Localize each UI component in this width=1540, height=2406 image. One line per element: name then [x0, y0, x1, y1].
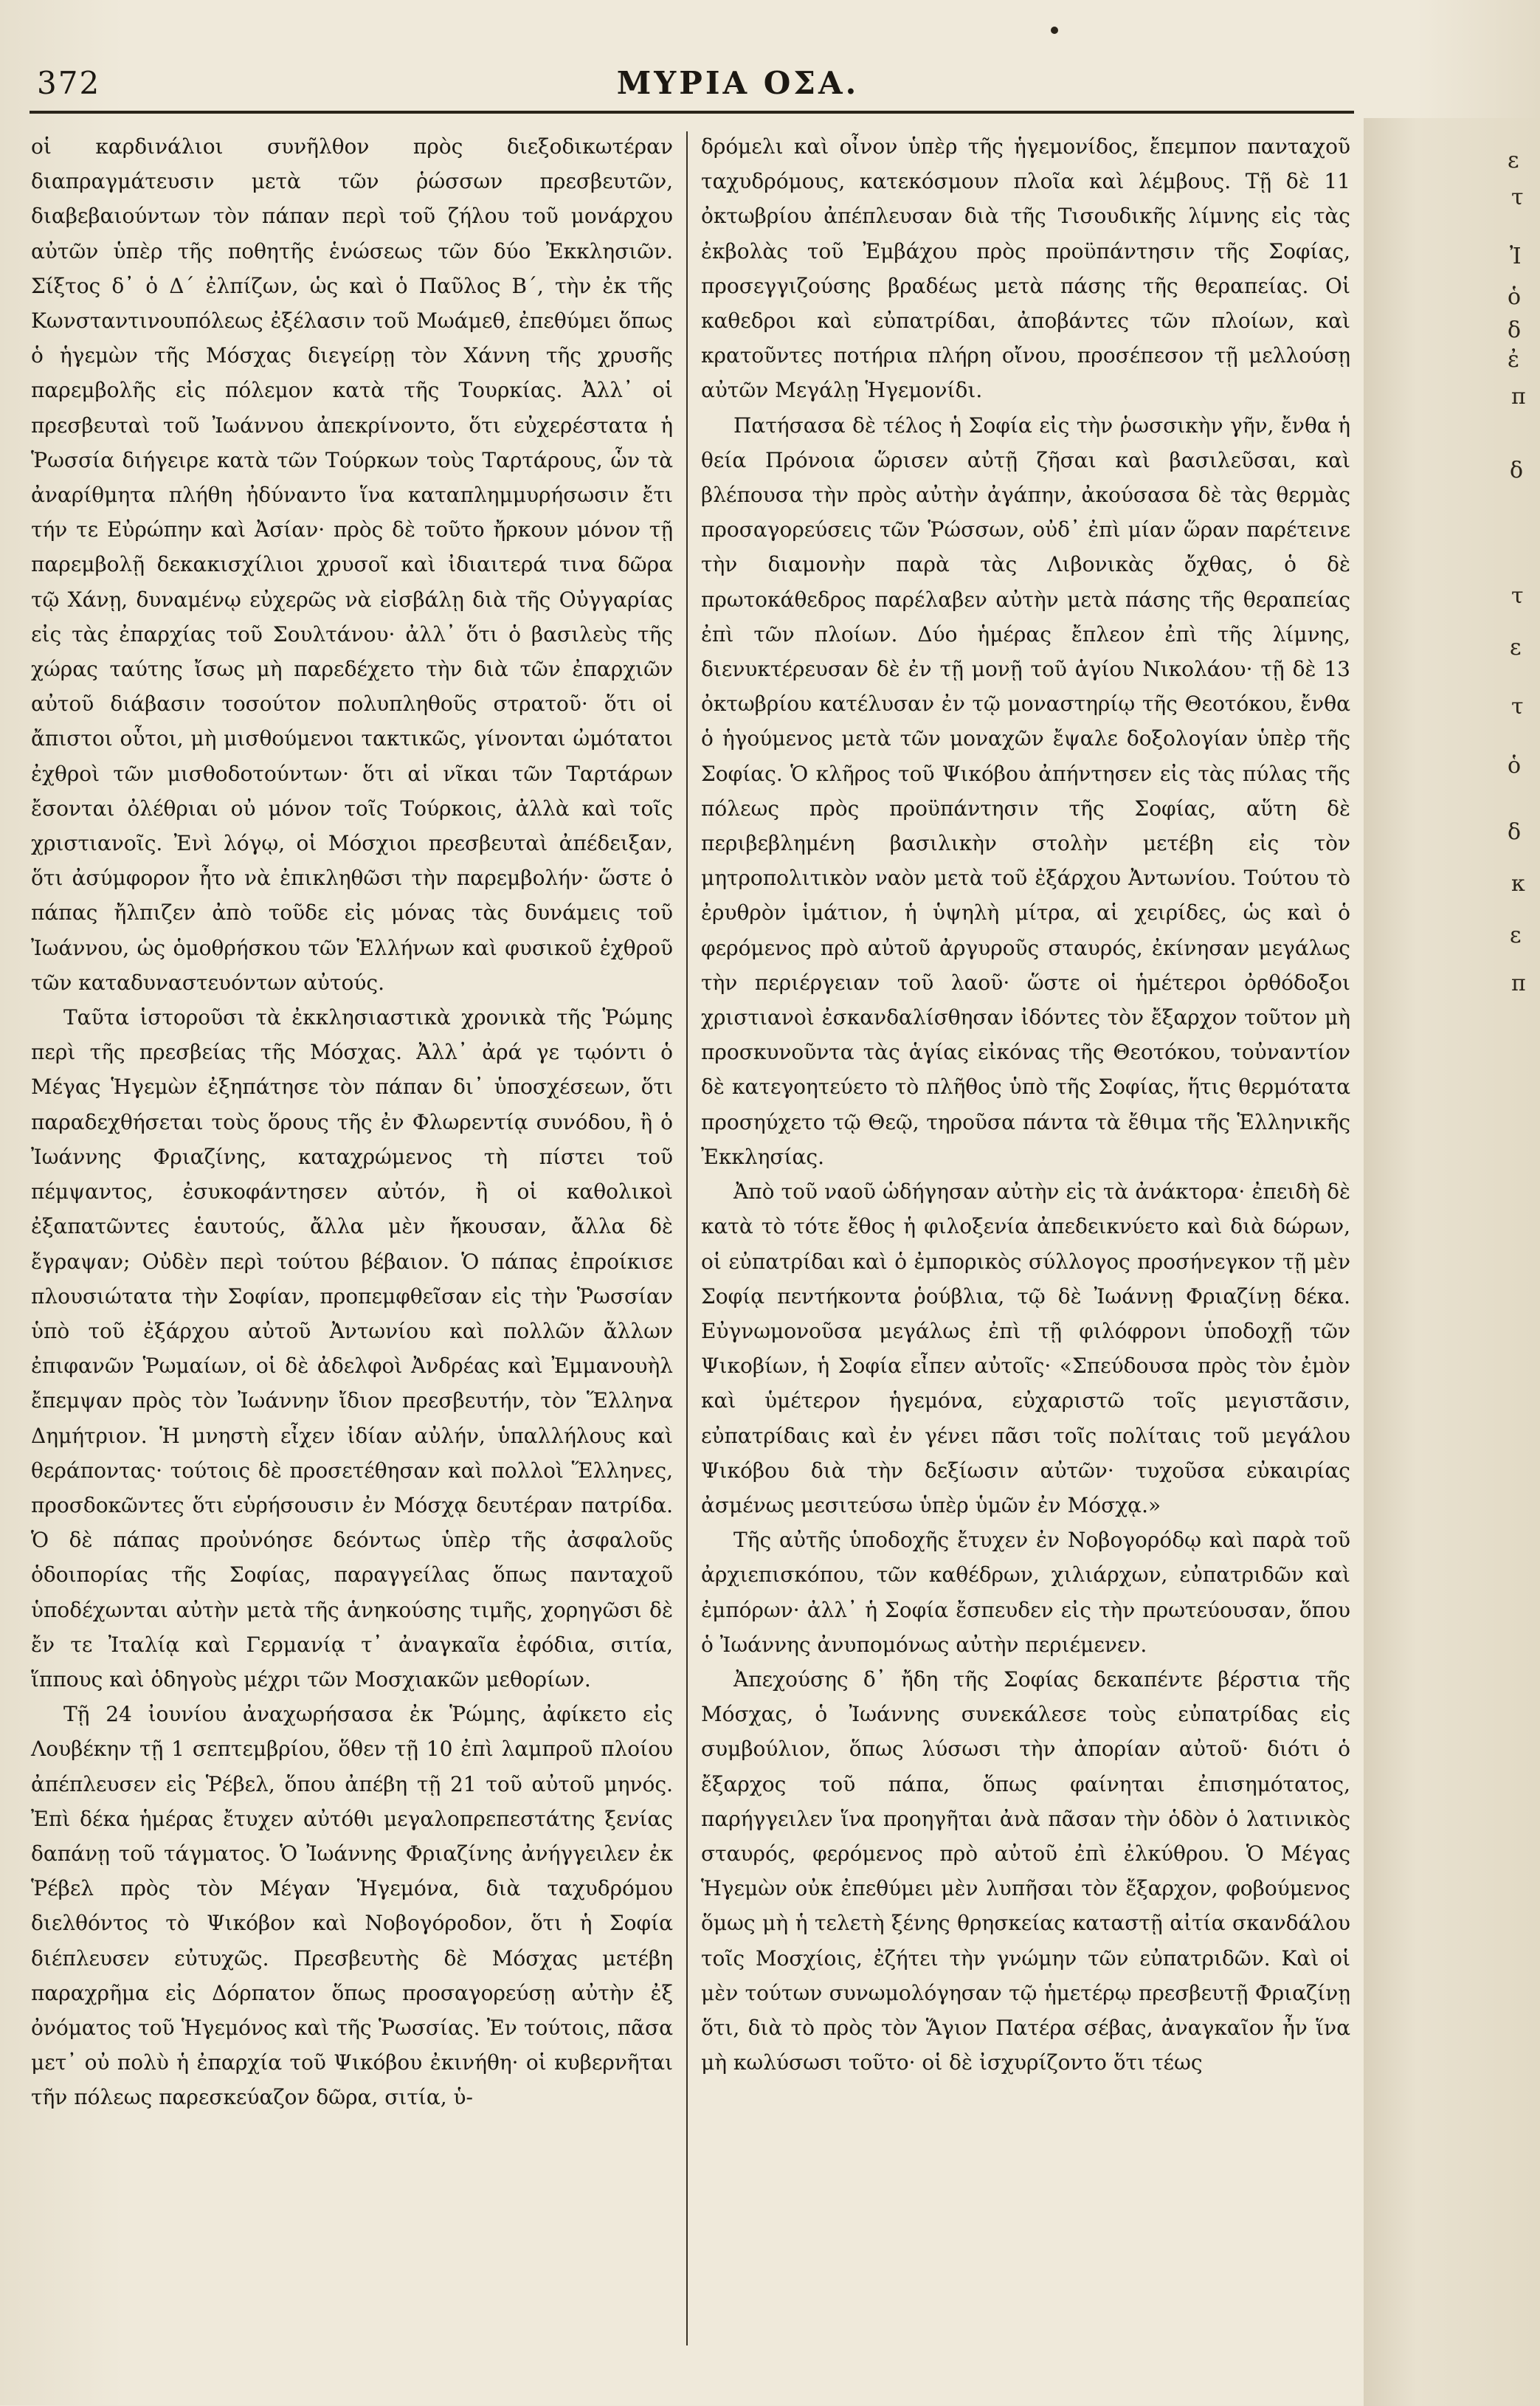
facing-page-edge	[1364, 118, 1540, 2406]
header-rule	[30, 111, 1354, 114]
edge-letter: ὁ	[1508, 284, 1522, 310]
edge-letter: τ	[1511, 583, 1524, 609]
edge-letter: ε	[1510, 923, 1522, 948]
edge-letter: δ	[1510, 458, 1524, 483]
edge-letter: δ	[1508, 819, 1522, 845]
left-paragraph-1: οἱ καρδινάλιοι συνῆλθον πρὸς διεξοδικωτέραν διαπραγμάτευσιν μετὰ τῶν ῥώσσων πρεσβευτῶν, διαβεβαιούντων τὸν πάπαν περὶ τοῦ ζήλου τοῦ μονάρχου αὐτῶν ὑπὲρ τῆς ποθητῆς ἑνώσεως τῶν δύο Ἐκκλησιῶν. Σίξτος δ᾽ ὁ Δ´ ἐλπίζων, ὡς καὶ ὁ Παῦλος Β´, τὴν ἐκ τῆς Κωνσταντινουπόλεως ἐξέλασιν τοῦ Μωάμεθ, ἐπεθύμει ὅπως ὁ ἡγεμὼν τῆς Μόσχας διεγείρῃ τὸν Χάννη τῆς χρυσῆς παρεμβολῆς εἰς πόλεμον κατὰ τῆς Τουρκίας. Ἀλλ᾽ οἱ πρεσβευταὶ τοῦ Ἰωάννου ἀπεκρίνοντο, ὅτι εὐχερέστατα ἡ Ῥωσσία διήγειρε κατὰ τῶν Τούρκων τοὺς Ταρτάρους, ὧν τὰ ἀναρίθμητα πλήθη ἠδύναντο ἵνα καταπλημμυρήσωσιν ἔτι τήν τε Εὐρώπην καὶ Ἀσίαν· πρὸς δὲ τοῦτο ἤρκουν μόνον τῇ παρεμβολῇ δεκακισχίλιοι χρυσοῖ καὶ ἰδιαιτερά τινα δῶρα τῷ Χάνῃ, δυναμένῳ εὐχερῶς νὰ εἰσβάλῃ διὰ τῆς Οὐγγαρίας εἰς τὰς ἐπαρχίας τοῦ Σουλτάνου· ἀλλ᾽ ὅτι ὁ βασιλεὺς τῆς χώρας ταύτης ἴσως μὴ παρεδέχετο τὴν διὰ τῶν ἐπαρχιῶν αὐτοῦ διάβασιν τοσούτον πολυπληθοῦς στρατοῦ· ὅτι οἱ ἄπιστοι οὗτοι, μὴ μισθούμενοι τακτικῶς, γίνονται ὠμότατοι ἐχθροὶ τῶν μισθοδοτούντων· ὅτι αἱ νῖκαι τῶν Ταρτάρων ἔσονται ὀλέθριαι οὐ μόνον τοῖς Τούρκοις, ἀλλὰ καὶ τοῖς χριστιανοῖς. Ἐνὶ λόγῳ, οἱ Μόσχιοι πρεσβευταὶ ἀπέδειξαν, ὅτι ἀσύμφορον ἦτο νὰ ἐπικληθῶσι τὴν παρεμβολήν· ὥστε ὁ πάπας ἤλπιζεν ἀπὸ τοῦδε εἰς μόνας τὰς δυνάμεις τοῦ Ἰωάννου, ὡς ὁμοθρήσκου τῶν Ἑλλήνων καὶ φυσικοῦ ἐχθροῦ τῶν καταδυναστευόντων αὐτούς.	[31, 134, 673, 995]
page-header	[37, 65, 1350, 109]
edge-letter: ε	[1510, 635, 1522, 661]
left-column	[31, 129, 673, 2115]
right-paragraph-5: Ἀπεχούσης δ᾽ ἤδη τῆς Σοφίας δεκαπέντε βέρστια τῆς Μόσχας, ὁ Ἰωάννης συνεκάλεσε τοὺς εὐπατρίδας εἰς συμβούλιον, ὅπως λύσωσι τὴν ἀπορίαν αὐτοῦ· διότι ὁ ἔξαρχος τοῦ πάπα, ὅπως φαίνηται ἐπισημότατος, παρήγγειλεν ἵνα προηγῆται ἀνὰ πᾶσαν τὴν ὁδὸν ὁ λατινικὸς σταυρός, φερόμενος πρὸ αὐτοῦ ἐπὶ ἐλκύθρου. Ὁ Μέγας Ἡγεμὼν οὐκ ἐπεθύμει μὲν λυπῆσαι τὸν ἔξαρχον, φοβούμενος ὅμως μὴ ἡ τελετὴ ξένης θρησκείας καταστῇ αἰτία σκανδάλου τοῖς Μοσχίοις, ἐζήτει τὴν γνώμην τῶν εὐπατριδῶν. Καὶ οἱ μὲν τούτων συνωμολόγησαν τῷ ἡμετέρῳ πρεσβευτῇ Φριαζίνῃ ὅτι, διὰ τὸ πρὸς τὸν Ἅγιον Πατέρα σέβας, ἀναγκαῖον ἦν ἵνα μὴ κωλύσωσι τοῦτο· οἱ δὲ ἰσχυρίζοντο ὅτι τέως	[701, 1666, 1350, 2075]
edge-letter: ὁ	[1508, 753, 1522, 779]
right-paragraph-3: Ἀπὸ τοῦ ναοῦ ὡδήγησαν αὐτὴν εἰς τὰ ἀνάκτορα· ἐπειδὴ δὲ κατὰ τὸ τότε ἔθος ἡ φιλοξενία ἀπεδεικνύετο καὶ διὰ δώρων, οἱ εὐπατρίδαι καὶ ὁ ἐμπορικὸς σύλλογος προσήνεγκον τῇ μὲν Σοφίᾳ πεντήκοντα ῥούβλια, τῷ δὲ Ἰωάννῃ Φριαζίνῃ δέκα. Εὐγνωμονοῦσα μεγάλως ἐπὶ τῇ φιλόφρονι ὑποδοχῇ τῶν Ψικοβίων, ἡ Σοφία εἶπεν αὐτοῖς· «Σπεύδουσα πρὸς τὸν ἐμὸν καὶ ὑμέτερον ἡγεμόνα, εὐχαριστῶ τοῖς μεγιστᾶσιν, εὐπατρίδαις καὶ ἐν γένει πᾶσι τοῖς πολίταις τοῦ μεγάλου Ψικόβου διὰ τὴν δεξίωσιν αὐτῶν· τυχοῦσα εὐκαιρίας ἀσμένως μεσιτεύσω ὑπὲρ ὑμῶν ἐν Μόσχᾳ.»	[701, 1179, 1350, 1517]
page-number: 372	[37, 65, 101, 101]
left-paragraph-2: Ταῦτα ἱστοροῦσι τὰ ἐκκλησιαστικὰ χρονικὰ τῆς Ῥώμης περὶ τῆς πρεσβείας τῆς Μόσχας. Ἀλλ᾽ ἀρά γε τῳόντι ὁ Μέγας Ἡγεμὼν ἐξηπάτησε τὸν πάπαν δι᾽ ὑποσχέσεων, ὅτι παραδεχθήσεται τοὺς ὅρους τῆς ἐν Φλωρεντίᾳ συνόδου, ἢ ὁ Ἰωάννης Φριαζίνης, καταχρώμενος τὴ πίστει τοῦ πέμψαντος, ἐσυκοφάντησεν αὐτόν, ἢ οἱ καθολικοὶ ἐξαπατῶντες ἑαυτούς, ἄλλα μὲν ἤκουσαν, ἄλλα δὲ ἔγραψαν; Οὐδὲν περὶ τούτου βέβαιον. Ὁ πάπας ἐπροίκισε πλουσιώτατα τὴν Σοφίαν, προπεμφθεῖσαν εἰς τὴν Ῥωσσίαν ὑπὸ τοῦ ἐξάρχου αὐτοῦ Ἀντωνίου καὶ πολλῶν ἄλλων ἐπιφανῶν Ῥωμαίων, οἱ δὲ ἀδελφοὶ Ἀνδρέας καὶ Ἐμμανουὴλ ἔπεμψαν πρὸς τὸν Ἰωάννην ἴδιον πρεσβευτήν, τὸν Ἕλληνα Δημήτριον. Ἡ μνηστὴ εἶχεν ἰδίαν αὐλήν, ὑπαλλήλους καὶ θεράποντας· τούτοις δὲ προσετέθησαν καὶ πολλοὶ Ἕλληνες, προσδοκῶντες ὅτι εὑρήσουσιν ἐν Μόσχᾳ δευτέραν πατρίδα. Ὁ δὲ πάπας προὐνόησε δεόντως ὑπὲρ τῆς ἀσφαλοῦς ὁδοιπορίας τῆς Σοφίας, παραγγείλας ὅπως πανταχοῦ ὑποδέχωνται αὐτὴν μετὰ τῆς ἁνηκούσης τιμῆς, χορηγῶσι δὲ ἔν τε Ἰταλίᾳ καὶ Γερμανίᾳ τ᾽ ἀναγκαῖα ἐφόδια, σιτία, ἵππους καὶ ὁδηγοὺς μέχρι τῶν Μοσχιακῶν μεθορίων.	[31, 1005, 673, 1692]
edge-letter: κ	[1511, 871, 1525, 897]
edge-letter: π	[1511, 971, 1526, 996]
edge-letter: Ἰ	[1510, 244, 1522, 269]
right-column	[701, 129, 1350, 2080]
edge-letter: π	[1511, 384, 1526, 410]
running-title: ΜΥΡΙΑ ΟΣΑ.	[616, 65, 860, 101]
left-paragraph-3: Τῇ 24 ἰουνίου ἀναχωρήσασα ἐκ Ῥώμης, ἀφίκετο εἰς Λουβέκην τῇ 1 σεπτεμβρίου, ὅθεν τῇ 10 ἐπὶ λαμπροῦ πλοίου ἀπέπλευσεν εἰς Ῥέβελ, ὅπου ἀπέβη τῇ 21 τοῦ αὐτοῦ μηνός. Ἐπὶ δέκα ἡμέρας ἔτυχεν αὐτόθι μεγαλοπρεπεστάτης ξενίας δαπάνῃ τοῦ τάγματος. Ὁ Ἰωάννης Φριαζίνης ἀνήγγειλεν ἐκ Ῥέβελ πρὸς τὸν Μέγαν Ἡγεμόνα, διὰ ταχυδρόμου διελθόντος τὸ Ψικόβον καὶ Νοβογόροδον, ὅτι ἡ Σοφία διέπλευσεν εὐτυχῶς. Πρεσβευτὴς δὲ Μόσχας μετέβη παραχρῆμα εἰς Δόρπατον ὅπως προσαγορεύσῃ αὐτὴν ἐξ ὀνόματος τοῦ Ἡγεμόνος καὶ τῆς Ῥωσσίας. Ἐν τούτοις, πᾶσα μετ᾽ οὐ πολὺ ἡ ἐπαρχία τοῦ Ψικόβου ἐκινήθη· οἱ κυβερνῆται τῆν πόλεως παρεσκεύαζον δῶρα, σιτία, ὑ-	[31, 1702, 673, 2110]
right-paragraph-4: Τῆς αὐτῆς ὑποδοχῆς ἔτυχεν ἐν Νοβογορόδῳ καὶ παρὰ τοῦ ἀρχιεπισκόπου, τῶν καθέδρων, χιλιάρχων, εὐπατριδῶν καὶ ἐμπόρων· ἀλλ᾽ ἡ Σοφία ἔσπευδεν εἰς τὴν πρωτεύουσαν, ὅπου ὁ Ἰωάννης ἀνυπομόνως αὐτὴν περιέμενεν.	[701, 1528, 1350, 1657]
right-paragraph-2: Πατήσασα δὲ τέλος ἡ Σοφία εἰς τὴν ῥωσσικὴν γῆν, ἔνθα ἡ θεία Πρόνοια ὥρισεν αὐτῇ ζῆσαι καὶ βασιλεῦσαι, καὶ βλέπουσα τὴν πρὸς αὐτὴν ἀγάπην, ἀκούσασα δὲ τὰς θερμὰς προσαγορεύσεις τῶν Ῥώσσων, οὐδ᾽ ἐπὶ μίαν ὥραν παρέτεινε τὴν διαμονὴν παρὰ τὰς Λιβονικὰς ὄχθας, ὁ δὲ πρωτοκάθεδρος παρέλαβεν αὐτὴν μετὰ πάσης τῆς θεραπείας ἐπὶ τῶν πλοίων. Δύο ἡμέρας ἔπλεον ἐπὶ τῆς λίμνης, διενυκτέρευσαν δὲ ἐν τῇ μονῇ τοῦ ἁγίου Νικολάου· τῇ δὲ 13 ὀκτωβρίου κατέλυσαν ἐν τῷ μοναστηρίῳ τῆς Θεοτόκου, ἔνθα ὁ ἡγούμενος μετὰ τῶν μοναχῶν ἔψαλε δοξολογίαν ὑπὲρ τῆς Σοφίας. Ὁ κλῆρος τοῦ Ψικόβου ἀπήντησεν εἰς τὰς πύλας τῆς πόλεως πρὸς προϋπάντησιν τῆς Σοφίας, αὕτη δὲ περιβεβλημένη βασιλικὴν στολὴν μετέβη εἰς τὸν μητροπολιτικὸν ναὸν μετὰ τοῦ ἐξάρχου Ἀντωνίου. Τούτου τὸ ἐρυθρὸν ἱμάτιον, ἡ ὑψηλὴ μίτρα, αἱ χειρίδες, ὡς καὶ ὁ φερόμενος πρὸ αὐτοῦ ἀργυροῦς σταυρός, ἐκίνησαν μεγάλως τὴν περιέργειαν τοῦ λαοῦ· ὥστε οἱ ἡμέτεροι ὀρθόδοξοι χριστιανοὶ ἐσκανδαλίσθησαν ἰδόντες τὸν ἔξαρχον τοῦτον μὴ προσκυνοῦντα τὰς ἁγίας εἰκόνας τῆς Θεοτόκου, τοὐναντίον δὲ κατεγοητεύετο τὸ πλῆθος ὑπὸ τῆς Σοφίας, ἥτις θερμότατα προσηύχετο τῷ Θεῷ, τηροῦσα πάντα τὰ ἔθιμα τῆς Ἑλληνικῆς Ἐκκλησίας.	[701, 413, 1350, 1169]
ink-speck	[1051, 27, 1058, 34]
edge-letter: ε	[1508, 148, 1519, 173]
column-divider	[686, 131, 688, 2345]
edge-letter: ἐ	[1508, 347, 1520, 373]
edge-letter: δ	[1508, 317, 1522, 343]
right-paragraph-1: δρόμελι καὶ οἶνον ὑπὲρ τῆς ἡγεμονίδος, ἔπεμπον πανταχοῦ ταχυδρόμους, κατεκόσμουν πλοῖα καὶ λέμβους. Τῇ δὲ 11 ὀκτωβρίου ἀπέπλευσαν διὰ τῆς Τισουδικῆς λίμνης εἰς τὰς ἐκβολὰς τοῦ Ἐμβάχου πρὸς προϋπάντησιν τῆς Σοφίας, προσεγγιζούσης βραδέως μετὰ πάσης τῆς θεραπείας. Οἱ καθεδροι καὶ εὐπατρίδαι, ἀποβάντες τῶν πλοίων, καὶ κρατοῦντες ποτήρια πλήρη οἴνου, προσέπεσον τῇ μελλούσῃ αὐτῶν Μεγάλῃ Ἡγεμονίδι.	[701, 134, 1350, 403]
edge-letter: τ	[1511, 185, 1524, 210]
edge-letter: τ	[1511, 694, 1524, 720]
